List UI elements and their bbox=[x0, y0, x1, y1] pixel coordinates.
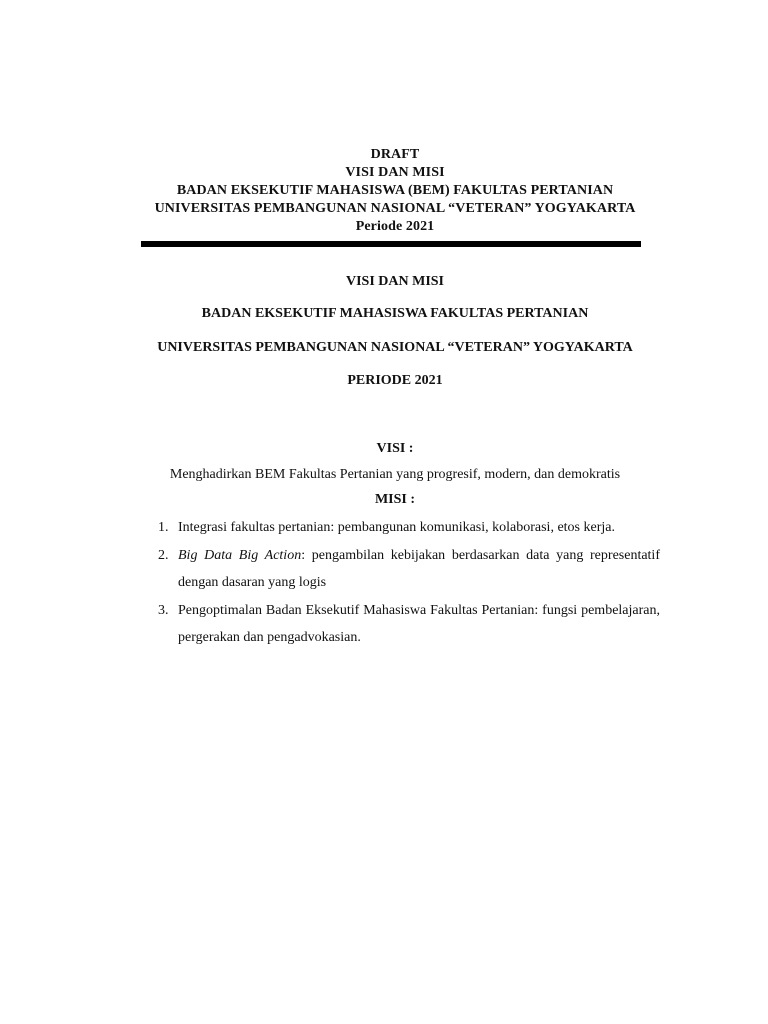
misi-item-italic: Big Data Big Action bbox=[178, 548, 302, 563]
misi-item-description: Pengoptimalan Badan Eksekutif Mahasiswa Fakultas Pertanian: fungsi pembelajaran, pergerakan dan pengadvokasian. bbox=[178, 603, 660, 645]
header-organization: BADAN EKSEKUTIF MAHASISWA (BEM) FAKULTAS PERTANIAN bbox=[176, 183, 614, 198]
misi-item-number: 2. bbox=[158, 548, 169, 563]
visi-statement: Menghadirkan BEM Fakultas Pertanian yang progresif, modern, dan demokratis bbox=[169, 467, 621, 482]
header-university: UNIVERSITAS PEMBANGUNAN NASIONAL “VETERAN” YOGYAKARTA bbox=[154, 201, 636, 216]
misi-item-text bbox=[178, 514, 660, 541]
header-title: VISI DAN MISI bbox=[345, 165, 445, 180]
misi-item-description: Integrasi fakultas pertanian: pembangunan komunikasi, kolaborasi, etos kerja. bbox=[178, 520, 615, 535]
misi-list bbox=[158, 514, 660, 652]
document-header bbox=[110, 146, 680, 236]
header-draft-label: DRAFT bbox=[370, 147, 420, 162]
misi-item-text bbox=[178, 542, 660, 596]
visi-heading: VISI : bbox=[376, 441, 414, 456]
misi-item bbox=[158, 597, 660, 651]
misi-item-number: 1. bbox=[158, 520, 169, 535]
misi-item bbox=[158, 514, 660, 541]
title-organization: BADAN EKSEKUTIF MAHASISWA FAKULTAS PERTANIAN bbox=[201, 306, 589, 321]
header-divider bbox=[141, 241, 641, 247]
title-university: UNIVERSITAS PEMBANGUNAN NASIONAL “VETERAN” YOGYAKARTA bbox=[157, 340, 633, 355]
misi-item-number: 3. bbox=[158, 603, 169, 618]
misi-item-text bbox=[178, 597, 660, 651]
title-period: PERIODE 2021 bbox=[347, 373, 443, 388]
misi-item-description: : pengambilan kebijakan berdasarkan data yang representatif dengan dasaran yang logis bbox=[178, 548, 660, 590]
misi-item bbox=[158, 542, 660, 596]
header-period: Periode 2021 bbox=[355, 219, 435, 234]
misi-heading: MISI : bbox=[374, 492, 416, 507]
document-title: VISI DAN MISI bbox=[345, 274, 445, 289]
